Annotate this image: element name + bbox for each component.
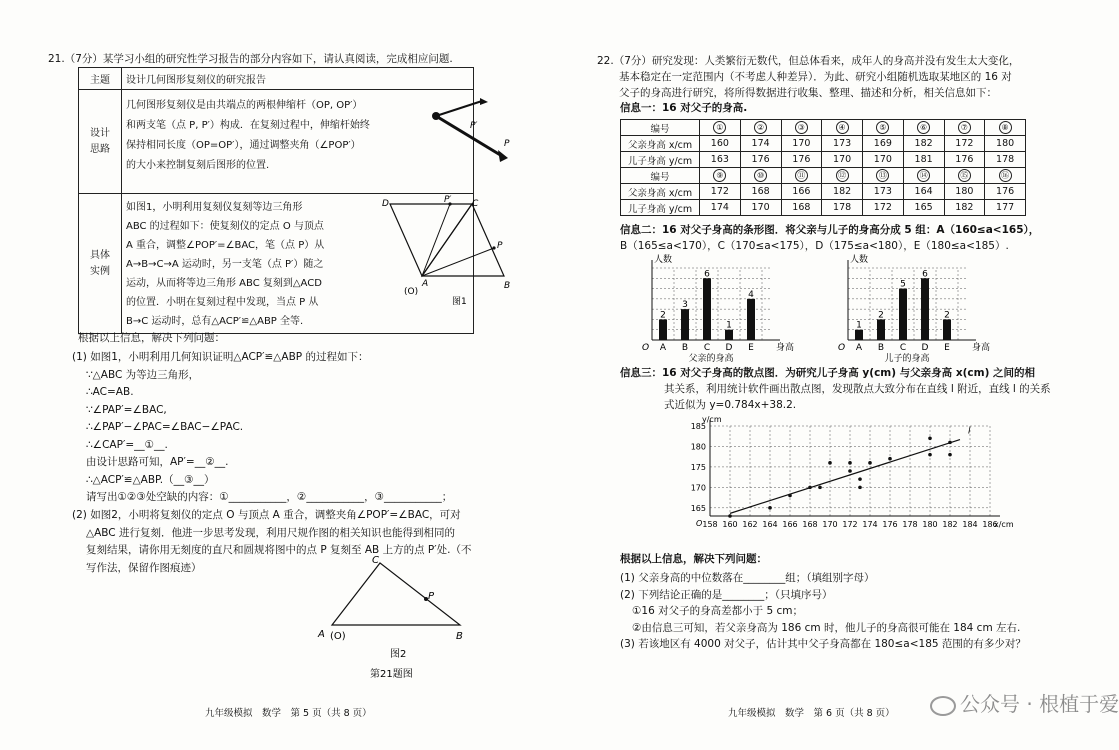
y-tick-label: 175 bbox=[690, 462, 706, 472]
category-label: B bbox=[877, 343, 885, 353]
compass-device-illustration bbox=[422, 96, 512, 166]
theme-text: 设计几何图形复刻仪的研究报告 bbox=[122, 68, 474, 90]
bar-value-label: 2 bbox=[944, 310, 950, 321]
row-label-id: 编号 bbox=[621, 168, 700, 184]
scatter-point bbox=[948, 441, 952, 445]
son-cell: 178 bbox=[985, 152, 1026, 168]
x-axis-label: 身高 bbox=[972, 343, 991, 353]
part1-line: (1) 如图1，小明利用几何知识证明△ACP′≌△ABP 的过程如下： bbox=[72, 351, 369, 363]
father-cell: 176 bbox=[985, 184, 1026, 200]
father-cell: 164 bbox=[903, 184, 944, 200]
father-cell: 173 bbox=[822, 136, 863, 152]
category-label: E bbox=[748, 343, 754, 353]
example-line: B→C 运动时，总有△ACP′≌△ABP 全等. bbox=[126, 316, 304, 327]
id-cell: ⑦ bbox=[958, 121, 971, 134]
fig2-label-b: B bbox=[456, 631, 463, 642]
category-label: E bbox=[944, 343, 950, 353]
info3-line: 其关系，利用统计软件画出散点图，发现散点大致分布在直线 l 附近，直线 l 的关系 bbox=[664, 383, 1051, 395]
design-label-1: 设计 bbox=[90, 127, 110, 139]
son-cell: 178 bbox=[822, 200, 863, 216]
father-cell: 180 bbox=[985, 136, 1026, 152]
id-cell: ⑨ bbox=[713, 169, 726, 182]
category-label: C bbox=[703, 343, 711, 353]
category-label: A bbox=[855, 343, 863, 353]
scatter-point bbox=[948, 453, 952, 457]
info3 bbox=[620, 365, 1051, 413]
scatter-point bbox=[828, 461, 832, 465]
chart-title: 父亲的身高 bbox=[688, 354, 734, 364]
info2-line: B（165≤a<170），C（170≤a<175），D（175≤a<180），E（180≤a<185）. bbox=[620, 240, 1009, 252]
row-label-id: 编号 bbox=[621, 120, 700, 136]
info2 bbox=[620, 222, 1039, 254]
id-cell: ⑭ bbox=[917, 169, 930, 182]
son-cell: 172 bbox=[863, 200, 904, 216]
scatter-point bbox=[858, 486, 862, 490]
origin-label: O bbox=[642, 343, 650, 353]
svg-text:P′: P′ bbox=[470, 121, 478, 131]
father-cell: 166 bbox=[781, 184, 822, 200]
info1-title: 信息一：16 对父子的身高. bbox=[620, 102, 748, 114]
x-tick-label: 176 bbox=[882, 520, 898, 529]
bar-D bbox=[725, 330, 733, 340]
bar-B bbox=[681, 309, 689, 340]
x-tick-label: 174 bbox=[862, 520, 878, 529]
example-line: 如图1，小明利用复刻仪复刻等边三角形 bbox=[126, 202, 303, 213]
scatter-point bbox=[728, 514, 732, 518]
bar-value-label: 4 bbox=[748, 289, 754, 300]
q22-header-line: 基本稳定在一定范围内（不考虑人种差异）．为此、研究小组随机选取某地区的 16 对 bbox=[619, 71, 1012, 83]
example-line: 运动，从而将等边三角形 ABC 复刻到△ACD bbox=[126, 278, 322, 289]
right-page-footer: 九年级模拟 数学 第 6 页（共 8 页） bbox=[728, 708, 895, 719]
scatter-point bbox=[768, 506, 772, 510]
row-label-son: 儿子身高 y/cm bbox=[621, 152, 700, 168]
father-cell: 172 bbox=[700, 184, 741, 200]
scatter-point bbox=[858, 477, 862, 481]
origin-label: O bbox=[838, 343, 846, 353]
x-tick-label: 184 bbox=[962, 520, 978, 529]
q22-question: (2) 下列结论正确的是________；（只填序号） bbox=[620, 588, 833, 601]
part1-line: ∴∠CAP′=__①__. bbox=[86, 438, 168, 451]
bar-C bbox=[703, 278, 711, 340]
part1-line: ∵∠PAP′=∠BAC, bbox=[86, 403, 167, 416]
bar-value-label: 1 bbox=[856, 320, 862, 331]
scatter-point bbox=[928, 436, 932, 440]
fig2-caption: 图2 bbox=[390, 649, 407, 660]
father-cell: 168 bbox=[740, 184, 781, 200]
bar-value-label: 1 bbox=[726, 320, 732, 331]
bar-A bbox=[855, 330, 863, 340]
bar-value-label: 6 bbox=[922, 269, 928, 280]
fit-line bbox=[730, 440, 960, 514]
fig1-label-p: P bbox=[497, 241, 503, 251]
x-tick-label: 160 bbox=[722, 520, 738, 529]
row-label-father: 父亲身高 x/cm bbox=[621, 184, 700, 200]
height-table bbox=[620, 119, 1026, 216]
bar-value-label: 6 bbox=[704, 269, 710, 280]
scatter-point bbox=[808, 486, 812, 490]
example-label-1: 具体 bbox=[90, 249, 110, 261]
x-tick-label: 180 bbox=[922, 520, 938, 529]
part2-line: (2) 如图2，小明将复刻仪的定点 O 与顶点 A 重合，调整夹角∠POP′=∠BAC，可对 bbox=[72, 509, 461, 521]
fig-caption: 第21题图 bbox=[370, 669, 413, 680]
bar-E bbox=[943, 319, 951, 340]
design-line: 几何图形复刻仪是由共端点的两根伸缩杆（OP, OP′） bbox=[126, 100, 363, 111]
figure-1 bbox=[382, 196, 522, 314]
q22-header bbox=[597, 53, 1019, 101]
part1-line: ∴AC=AB. bbox=[86, 386, 134, 398]
design-line: 和两支笔（点 P, P′）构成．在复刻过程中，伸缩杆始终 bbox=[126, 120, 370, 131]
son-cell: 176 bbox=[740, 152, 781, 168]
q22-intro: 根据以上信息，解决下列问题： bbox=[620, 553, 767, 565]
son-cell: 177 bbox=[985, 200, 1026, 216]
q22-question: (1) 父亲身高的中位数落在________组；（填组别字母） bbox=[620, 572, 875, 584]
info2-line: 信息二：16 对父子身高的条形图．将父亲与儿子的身高分成 5 组：A（160≤a<165）， bbox=[620, 224, 1040, 236]
father-son-scatter-plot bbox=[680, 414, 1014, 542]
x-tick-label: 164 bbox=[762, 520, 778, 529]
fig2-label-p: P bbox=[428, 591, 435, 602]
x-tick-label: 172 bbox=[842, 520, 858, 529]
son-height-bar-chart bbox=[828, 254, 998, 362]
x-tick-label: 158 bbox=[702, 520, 718, 529]
father-cell: 182 bbox=[822, 184, 863, 200]
scatter-point bbox=[888, 457, 892, 461]
part2-line: 写作法，保留作图痕迹） bbox=[86, 561, 202, 574]
svg-text:P: P bbox=[504, 139, 510, 149]
example-line: 的位置．小明在复刻过程中发现，当点 P 从 bbox=[126, 297, 319, 308]
info3-line: 式近似为 y=0.784x+38.2. bbox=[664, 399, 797, 411]
part2-line: 复刻结果，请你用无刻度的直尺和圆规将图中的点 P 复刻至 AB 上方的点 P′处.（不 bbox=[86, 544, 472, 556]
id-cell: ⑮ bbox=[958, 169, 971, 182]
category-label: B bbox=[681, 343, 689, 353]
scatter-point bbox=[818, 486, 822, 490]
part1-line: ∴∠PAP′−∠PAC=∠BAC−∠PAC. bbox=[86, 421, 244, 433]
q22-question: (3) 若该地区有 4000 对父子，估计其中父子身高都在 180≤a<185 范围的有多少对？ bbox=[620, 638, 1026, 650]
theme-label: 主题 bbox=[79, 68, 122, 90]
x-tick-label: 170 bbox=[822, 520, 838, 529]
part1-line: 请写出①②③处空缺的内容：①___________，②___________，③___________； bbox=[86, 491, 453, 503]
part1-line: ∴△ACP′≌△ABP.（__③__） bbox=[86, 473, 215, 486]
fig1-label-b: B bbox=[504, 281, 511, 291]
example-line: A→B→C→A 运动时，另一支笔（点 P′）随之 bbox=[126, 259, 324, 270]
son-cell: 176 bbox=[781, 152, 822, 168]
father-cell: 182 bbox=[903, 136, 944, 152]
q22-header-line: 父子的身高进行研究，将所得数据进行收集、整理、描述和分析，相关信息如下： bbox=[619, 87, 997, 99]
father-cell: 169 bbox=[863, 136, 904, 152]
example-label-2: 实例 bbox=[90, 265, 110, 277]
example-line: A 重合，调整∠POP′=∠BAC，笔（点 P）从 bbox=[126, 240, 325, 251]
fig1-label-d: D bbox=[382, 199, 389, 209]
father-height-bar-chart bbox=[632, 254, 802, 362]
origin-label: O bbox=[696, 519, 703, 528]
q22-question: ①16 对父子的身高差都小于 5 cm； bbox=[632, 605, 803, 617]
q22-header-line: 22.（7分）研究发现：人类繁衍无数代，但总体看来，成年人的身高并没有发生太大变化， bbox=[597, 55, 1020, 67]
id-cell: ⑩ bbox=[754, 169, 767, 182]
wechat-icon bbox=[930, 696, 956, 716]
x-tick-label: 178 bbox=[902, 520, 918, 529]
id-cell: ⑥ bbox=[917, 121, 930, 134]
x-tick-label: 166 bbox=[782, 520, 798, 529]
x-axis-label: x/cm bbox=[994, 520, 1014, 529]
chart-title: 儿子的身高 bbox=[884, 354, 930, 364]
x-tick-label: 168 bbox=[802, 520, 818, 529]
y-axis-label: 人数 bbox=[850, 255, 869, 265]
example-line: ABC 的过程如下：使复刻仪的定点 O 与顶点 bbox=[126, 221, 324, 232]
id-cell: ④ bbox=[836, 121, 849, 134]
id-cell: ⑯ bbox=[999, 169, 1012, 182]
bar-value-label: 2 bbox=[878, 310, 884, 321]
info3-line: 信息三：16 对父子身高的散点图．为研究儿子身高 y(cm) 与父亲身高 x(cm) 之间的相 bbox=[620, 367, 1036, 379]
y-tick-label: 180 bbox=[690, 442, 706, 452]
bar-E bbox=[747, 299, 755, 340]
father-cell: 172 bbox=[944, 136, 985, 152]
id-cell: ② bbox=[754, 121, 767, 134]
bar-B bbox=[877, 319, 885, 340]
design-label-2: 思路 bbox=[90, 143, 110, 155]
x-tick-label: 162 bbox=[742, 520, 758, 529]
bar-D bbox=[921, 278, 929, 340]
id-cell: ⑪ bbox=[795, 169, 808, 182]
q22-questions bbox=[620, 570, 1026, 653]
son-cell: 176 bbox=[944, 152, 985, 168]
bar-value-label: 5 bbox=[900, 279, 906, 290]
scatter-point bbox=[788, 494, 792, 498]
row-label-father: 父亲身高 x/cm bbox=[621, 136, 700, 152]
id-cell: ⑬ bbox=[876, 169, 889, 182]
q21-intro: 根据以上信息，解决下列问题： bbox=[78, 332, 225, 344]
q22-question: ②由信息三可知，若父亲身高为 186 cm 时，他儿子的身高很可能在 184 cm 左右. bbox=[632, 621, 1021, 634]
y-axis-label: 人数 bbox=[654, 255, 673, 265]
id-cell: ① bbox=[713, 121, 726, 134]
fig1-label-p-prime: P′ bbox=[444, 195, 452, 205]
father-cell: 180 bbox=[944, 184, 985, 200]
father-cell: 160 bbox=[700, 136, 741, 152]
figure-2 bbox=[310, 555, 480, 680]
fit-line-label: l bbox=[968, 426, 971, 437]
scatter-point bbox=[848, 469, 852, 473]
part1-line: 由设计思路可知，AP′=__②__. bbox=[86, 456, 229, 468]
bar-value-label: 2 bbox=[660, 310, 666, 321]
son-cell: 168 bbox=[781, 200, 822, 216]
fig2-label-o: (O) bbox=[330, 631, 346, 642]
y-axis-label: y/cm bbox=[702, 415, 722, 424]
q21-part1 bbox=[72, 349, 452, 507]
id-cell: ⑧ bbox=[999, 121, 1012, 134]
id-cell: ③ bbox=[795, 121, 808, 134]
scatter-point bbox=[868, 461, 872, 465]
father-cell: 173 bbox=[863, 184, 904, 200]
row-label-son: 儿子身高 y/cm bbox=[621, 200, 700, 216]
x-axis-label: 身高 bbox=[776, 343, 795, 353]
category-label: D bbox=[725, 343, 733, 353]
category-label: D bbox=[921, 343, 929, 353]
scatter-point bbox=[928, 453, 932, 457]
bar-C bbox=[899, 289, 907, 340]
bar-value-label: 3 bbox=[682, 300, 688, 311]
son-cell: 174 bbox=[700, 200, 741, 216]
fig1-label-a: A bbox=[422, 279, 429, 289]
x-tick-label: 186 bbox=[982, 520, 998, 529]
son-cell: 170 bbox=[863, 152, 904, 168]
father-cell: 170 bbox=[781, 136, 822, 152]
x-tick-label: 182 bbox=[942, 520, 958, 529]
category-label: A bbox=[659, 343, 667, 353]
y-tick-label: 185 bbox=[690, 422, 706, 431]
y-tick-label: 165 bbox=[690, 503, 706, 513]
father-cell: 174 bbox=[740, 136, 781, 152]
watermark-text: 公众号 · 根植于爱 bbox=[960, 692, 1119, 716]
design-line: 的大小来控制复刻后图形的位置. bbox=[126, 160, 270, 171]
son-cell: 170 bbox=[822, 152, 863, 168]
q21-header: 21.（7分）某学习小组的研究性学习报告的部分内容如下，请认真阅读，完成相应问题. bbox=[48, 53, 453, 65]
son-cell: 181 bbox=[903, 152, 944, 168]
son-cell: 182 bbox=[944, 200, 985, 216]
bar-A bbox=[659, 319, 667, 340]
part1-line: ∵△ABC 为等边三角形， bbox=[86, 368, 200, 381]
fig2-label-a: A bbox=[318, 629, 325, 640]
id-cell: ⑫ bbox=[836, 169, 849, 182]
son-cell: 165 bbox=[903, 200, 944, 216]
id-cell: ⑤ bbox=[876, 121, 889, 134]
design-line: 保持相同长度（OP=OP′），通过调整夹角（∠POP′） bbox=[126, 140, 361, 151]
fig2-label-c: C bbox=[372, 555, 379, 566]
fig1-label-c: C bbox=[472, 199, 479, 209]
category-label: C bbox=[899, 343, 907, 353]
left-page-footer: 九年级模拟 数学 第 5 页（共 8 页） bbox=[205, 708, 372, 719]
fig1-caption: 图1 bbox=[452, 297, 467, 307]
q21-report-table bbox=[78, 67, 511, 334]
y-tick-label: 170 bbox=[690, 483, 706, 493]
part2-line: △ABC 进行复刻．他进一步思考发现，利用尺规作图的相关知识也能得到相同的 bbox=[86, 526, 455, 539]
scatter-point bbox=[848, 461, 852, 465]
watermark bbox=[930, 688, 1119, 717]
son-cell: 163 bbox=[700, 152, 741, 168]
fig1-label-o: (O) bbox=[404, 287, 419, 297]
son-cell: 170 bbox=[740, 200, 781, 216]
